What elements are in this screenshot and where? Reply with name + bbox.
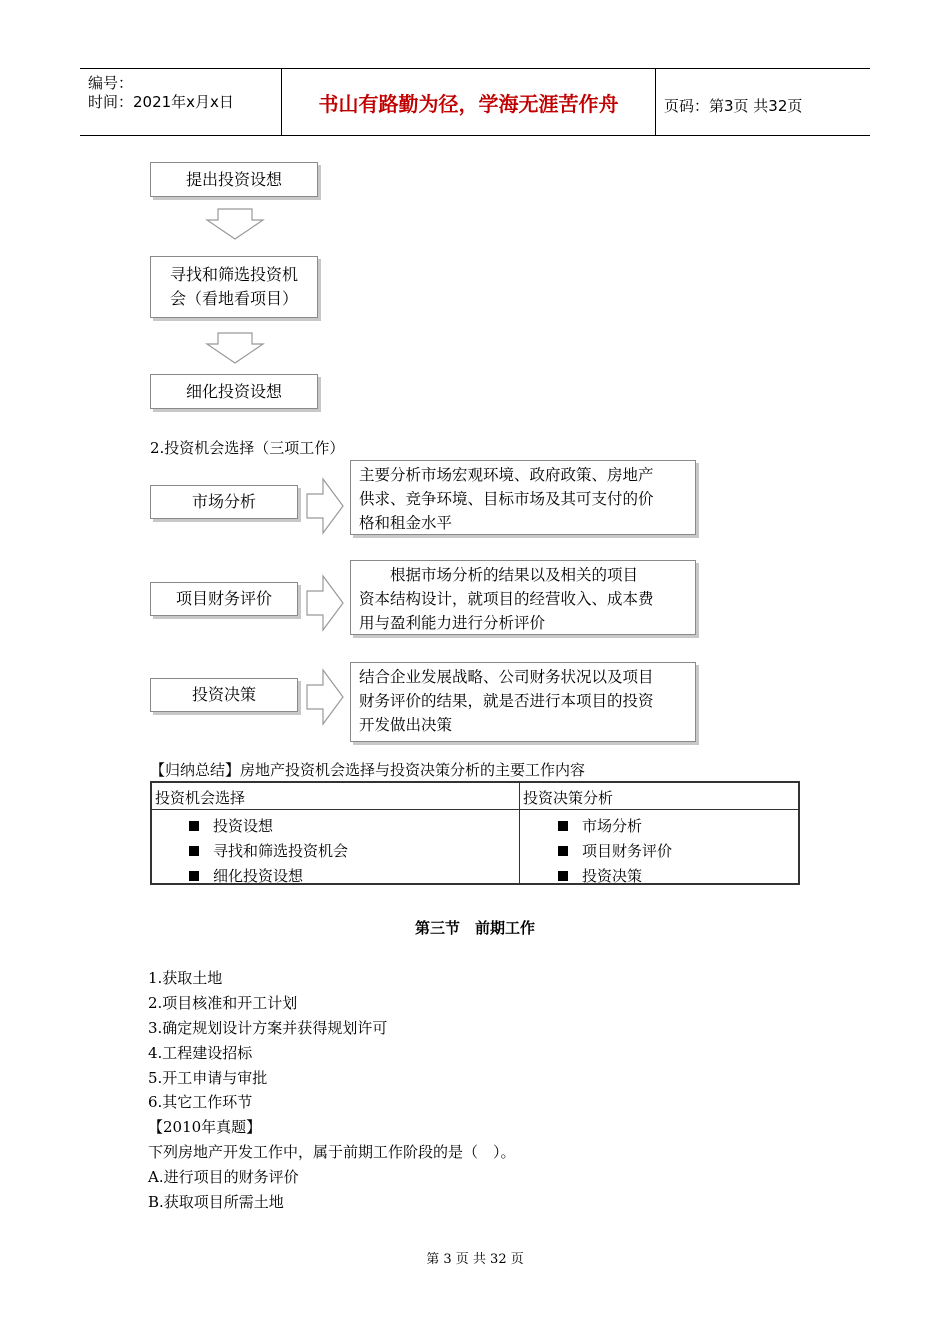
flow-step-label: 寻找和筛选投资机: [169, 265, 298, 284]
work-item-desc: [350, 460, 696, 535]
list-item: 5.开工申请与审批: [148, 1069, 268, 1087]
doc-time-label: 时间：2021年x月x日: [88, 93, 234, 111]
square-bullet-icon: [558, 821, 568, 831]
desc-line: 资本结构设计，就项目的经营收入、成本费: [359, 590, 654, 608]
list-item: 3.确定规划设计方案并获得规划许可: [148, 1019, 388, 1037]
table-item-label: 项目财务评价: [582, 842, 673, 860]
page-footer: 第 3 页 共 32 页: [426, 1252, 524, 1267]
square-bullet-icon: [189, 821, 199, 831]
list-item: 1.获取土地: [148, 969, 223, 987]
list-item: 2.项目核准和开工计划: [148, 994, 298, 1012]
flow-step-propose: [150, 162, 318, 197]
table-header: 投资机会选择: [155, 789, 246, 807]
square-bullet-icon: [558, 846, 568, 856]
work-item-market: [150, 485, 298, 519]
table-item-label: 投资决策: [582, 867, 643, 885]
flow-step-label: 细化投资设想: [185, 381, 282, 401]
exam-tag: 【2010年真题】: [148, 1118, 262, 1136]
exam-option: B.获取项目所需土地: [148, 1193, 284, 1211]
header-page-label: 页码：第3页 共32页: [664, 97, 803, 115]
table-item: [558, 865, 642, 886]
work-item-finance: [150, 582, 298, 616]
down-arrow-icon: [205, 332, 265, 364]
desc-line: 格和租金水平: [359, 514, 453, 532]
table-header: 投资决策分析: [523, 789, 614, 807]
summary-table: [150, 781, 800, 885]
desc-line: 结合企业发展战略、公司财务状况以及项目: [359, 668, 654, 686]
header-top-rule: [80, 68, 870, 69]
desc-line: 财务评价的结果，就是否进行本项目的投资: [359, 692, 654, 710]
desc-line: 主要分析市场宏观环境、政府政策、房地产: [359, 466, 654, 484]
down-arrow-icon: [205, 208, 265, 240]
right-arrow-icon: [305, 668, 345, 726]
section-title: 第三节 前期工作: [414, 919, 535, 937]
table-item: [189, 840, 348, 861]
exam-question: 下列房地产开发工作中，属于前期工作阶段的是（ ）。: [148, 1143, 516, 1161]
desc-line: 用与盈利能力进行分析评价: [359, 614, 546, 632]
header-divider: [655, 68, 656, 136]
list-item: 6.其它工作环节: [148, 1093, 253, 1111]
section-heading: 2.投资机会选择（三项工作）: [150, 439, 345, 457]
desc-line: 根据市场分析的结果以及相关的项目: [359, 566, 639, 584]
work-item-label: 投资决策: [191, 685, 256, 704]
flow-step-search: [150, 256, 318, 318]
table-item-label: 寻找和筛选投资机会: [213, 842, 349, 860]
work-item-decision: [150, 678, 298, 712]
work-item-label: 项目财务评价: [175, 589, 272, 608]
header-motto: 书山有路勤为径，学海无涯苦作舟: [318, 92, 619, 116]
table-rule: [152, 809, 798, 810]
flow-step-label: 提出投资设想: [185, 169, 282, 189]
table-item: [189, 865, 303, 886]
work-item-label: 市场分析: [191, 492, 256, 511]
doc-code-label: 编号：: [88, 74, 134, 92]
square-bullet-icon: [189, 871, 199, 881]
right-arrow-icon: [305, 477, 345, 535]
right-arrow-icon: [305, 574, 345, 632]
square-bullet-icon: [558, 871, 568, 881]
desc-line: 供求、竞争环境、目标市场及其可支付的价: [359, 490, 654, 508]
exam-option: A.进行项目的财务评价: [148, 1168, 299, 1186]
table-item-label: 细化投资设想: [213, 867, 304, 885]
flow-step-refine: [150, 374, 318, 409]
header-bottom-rule: [80, 135, 870, 136]
summary-title: 【归纳总结】房地产投资机会选择与投资决策分析的主要工作内容: [150, 761, 586, 779]
flow-step-label: 会（看地看项目）: [169, 289, 298, 308]
table-item-label: 投资设想: [213, 817, 274, 835]
square-bullet-icon: [189, 846, 199, 856]
table-item: [189, 815, 273, 836]
desc-line: 开发做出决策: [359, 716, 453, 734]
table-item-label: 市场分析: [582, 817, 643, 835]
work-item-desc: [350, 560, 696, 635]
table-item: [558, 815, 642, 836]
table-rule: [519, 783, 520, 883]
table-item: [558, 840, 672, 861]
work-item-desc: [350, 662, 696, 742]
list-item: 4.工程建设招标: [148, 1044, 253, 1062]
